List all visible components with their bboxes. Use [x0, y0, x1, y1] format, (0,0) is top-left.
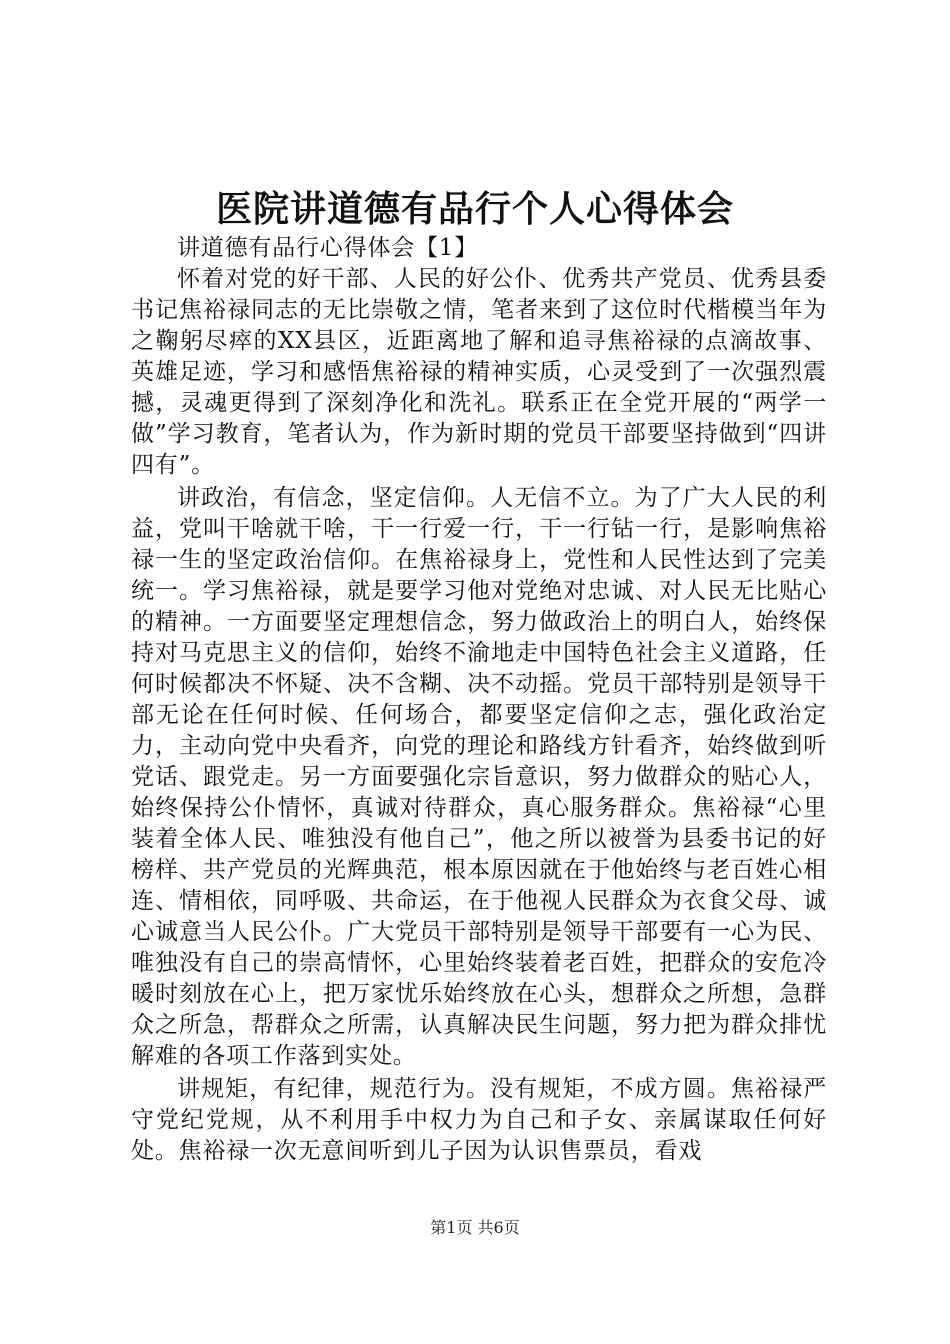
- section-heading: 讲道德有品行心得体会【1】: [177, 235, 479, 261]
- paragraph-2: 讲政治，有信念，坚定信仰。人无信不立。为了广大人民的利益，党叫干啥就干啥，干一行爱一行，干一行钻一行，是影响焦裕禄一生的坚定政治信仰。在焦裕禄身上，党性和人民性达到了完美统一。学习焦裕禄，就是要学习他对党绝对忠诚、对人民无比贴心的精神。一方面要坚定理想信念，努力做政治上的明白人，始终保持对马克思主义的信仰，始终不渝地走中国特色社会主义道路，任何时候都决不怀疑、决不含糊、决不动摇。党员干部特别是领导干部无论在任何时候、任何场合，都要坚定信仰之志，强化政治定力，主动向党中央看齐，向党的理论和路线方针看齐，始终做到听党话、跟党走。另一方面要强化宗旨意识，努力做群众的贴心人，始终保持公仆情怀，真诚对待群众，真心服务群众。焦裕禄“心里装着全体人民、唯独没有他自己”，他之所以被誉为县委书记的好榜样、共产党员的光辉典范，根本原因就在于他始终与老百姓心相连、情相依，同呼吸、共命运，在于他视人民群众为衣食父母、诚心诚意当人民公仆。广大党员干部特别是领导干部要有一心为民、唯独没有自己的崇高情怀，心里始终装着老百姓，把群众的安危冷暖时刻放在心上，把万家忧乐始终放在心头，想群众之所想，急群众之所急，帮群众之所需，认真解决民生问题，努力把为群众排忧解难的各项工作落到实处。: [131, 485, 827, 1069]
- document-body: [131, 233, 827, 1167]
- paragraph-3: 讲规矩，有纪律，规范行为。没有规矩，不成方圆。焦裕禄严守党纪党规，从不利用手中权力为自己和子女、亲属谋取任何好处。焦裕禄一次无意间听到儿子因为认识售票员，看戏: [131, 1076, 827, 1164]
- page-number-footer: 第1页 共6页: [430, 1218, 520, 1237]
- paragraph-1: 怀着对党的好干部、人民的好公仆、优秀共产党员、优秀县委书记焦裕禄同志的无比崇敬之情，笔者来到了这位时代楷模当年为之鞠躬尽瘁的XX县区，近距离地了解和追寻焦裕禄的点滴故事、英雄足迹，学习和感悟焦裕禄的精神实质，心灵受到了一次强烈震撼，灵魂更得到了深刻净化和洗礼。联系正在全党开展的“两学一做”学习教育，笔者认为，作为新时期的党员干部要坚持做到“四讲四有”。: [131, 266, 827, 478]
- document-title: 医院讲道德有品行个人心得体会: [215, 188, 734, 230]
